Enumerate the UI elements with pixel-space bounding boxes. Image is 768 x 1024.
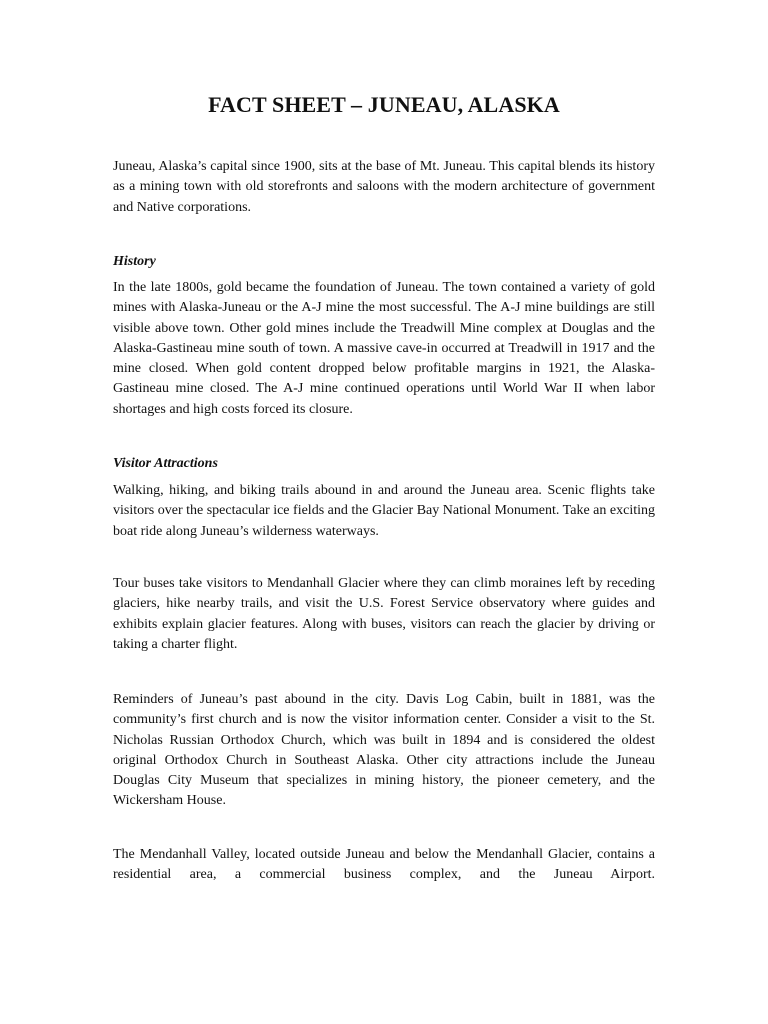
section-heading-history: History bbox=[113, 254, 156, 269]
attractions-paragraph-glacier-tours: Tour buses take visitors to Mendanhall Glacier where they can climb moraines left by receding glaciers, hike nearby trails, and visit the U.S. Forest Service observatory where guides and exhibits explain glacier features. Along with buses, visitors can reach the glacier by driving or taking a charter flight. bbox=[113, 576, 655, 652]
section-heading-visitor-attractions: Visitor Attractions bbox=[113, 456, 218, 471]
document-title: FACT SHEET – JUNEAU, ALASKA bbox=[208, 92, 560, 117]
intro-paragraph: Juneau, Alaska’s capital since 1900, sits at the base of Mt. Juneau. This capital blends its history as a mining town with old storefronts and saloons with the modern architecture of government and Native corporations. bbox=[113, 159, 655, 215]
attractions-paragraph-trails: Walking, hiking, and biking trails abound in and around the Juneau area. Scenic flights take visitors over the spectacular ice fields and the Glacier Bay National Monument. Take an exciting boat ride along Juneau’s wilderness waterways. bbox=[113, 483, 655, 539]
attractions-paragraph-mendanhall-valley: The Mendanhall Valley, located outside Juneau and below the Mendanhall Glacier, contains a residential area, a commercial business complex, and the Juneau Airport. bbox=[113, 847, 655, 883]
history-paragraph: In the late 1800s, gold became the foundation of Juneau. The town contained a variety of gold mines with Alaska-Juneau or the A-J mine the most successful. The A-J mine buildings are still visible above town. Other gold mines include the Treadwill Mine complex at Douglas and the Alaska-Gastineau mine south of town. A massive cave-in occurred at Treadwill in 1917 and the mine closed. When gold content dropped below profitable margins in 1921, the Alaska-Gastineau mine closed. The A-J mine continued operations until World War II when labor shortages and high costs forced its closure. bbox=[113, 280, 655, 417]
attractions-paragraph-city-history: Reminders of Juneau’s past abound in the city. Davis Log Cabin, built in 1881, was the community’s first church and is now the visitor information center. Consider a visit to the St. Nicholas Russian Orthodox Church, which was built in 1894 and is considered the oldest original Orthodox Church in Southeast Alaska. Other city attractions include the Juneau Douglas City Museum that specializes in mining history, the pioneer cemetery, and the Wickersham House. bbox=[113, 692, 655, 809]
